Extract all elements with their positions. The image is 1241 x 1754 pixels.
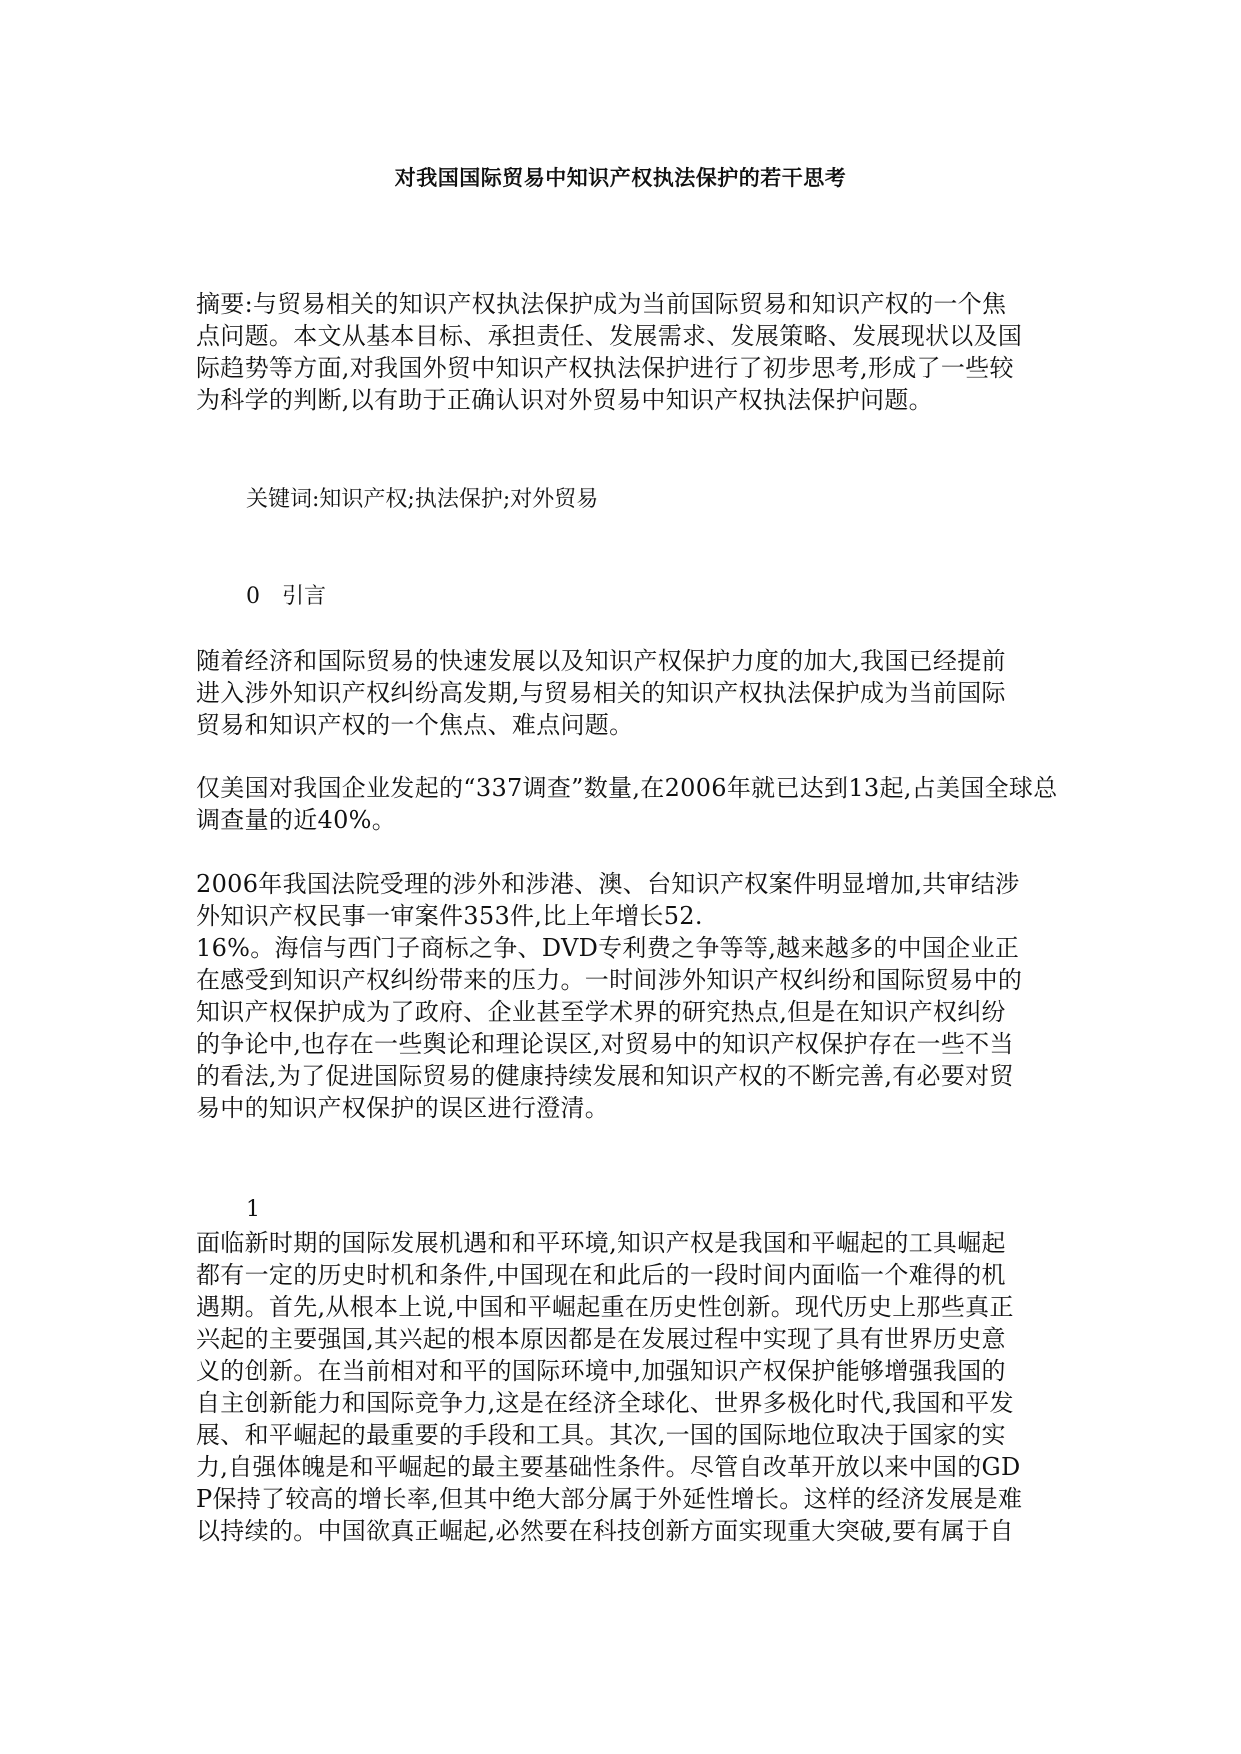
abstract-line: 摘要:与贸易相关的知识产权执法保护成为当前国际贸易和知识产权的一个焦 <box>196 290 1007 318</box>
paragraph-line: 易中的知识产权保护的误区进行澄清。 <box>196 1094 610 1122</box>
section-heading-0 <box>246 582 326 612</box>
paragraph-line: 兴起的主要强国,其兴起的根本原因都是在发展过程中实现了具有世界历史意 <box>196 1325 1006 1353</box>
paragraph-line: 知识产权保护成为了政府、企业甚至学术界的研究热点,但是在知识产权纠纷 <box>196 998 1006 1026</box>
section-number: 0 <box>246 584 260 609</box>
paragraph-line: 外知识产权民事一审案件353件,比上年增长52. <box>196 902 703 930</box>
paragraph-1 <box>196 645 1056 741</box>
paragraph-line: 随着经济和国际贸易的快速发展以及知识产权保护力度的加大,我国已经提前 <box>196 647 1006 675</box>
abstract-paragraph <box>196 288 1056 416</box>
section-heading-1 <box>246 1195 260 1225</box>
paragraph-line: 展、和平崛起的最重要的手段和工具。其次,一国的国际地位取决于国家的实 <box>196 1421 1006 1449</box>
paragraph-line: 遇期。首先,从根本上说,中国和平崛起重在历史性创新。现代历史上那些真正 <box>196 1293 1014 1321</box>
paragraph-line: 16%。海信与西门子商标之争、DVD专利费之争等等,越来越多的中国企业正 <box>196 934 1020 962</box>
paragraph-line: 面临新时期的国际发展机遇和和平环境,知识产权是我国和平崛起的工具崛起 <box>196 1229 1006 1257</box>
section-title: 引言 <box>282 584 327 609</box>
paragraph-line: 的争论中,也存在一些舆论和理论误区,对贸易中的知识产权保护存在一些不当 <box>196 1030 1014 1058</box>
paragraph-line: 进入涉外知识产权纠纷高发期,与贸易相关的知识产权执法保护成为当前国际 <box>196 679 1006 707</box>
document-title: 对我国国际贸易中知识产权执法保护的若干思考 <box>394 165 847 190</box>
paragraph-3 <box>196 868 1056 1124</box>
paragraph-line: 义的创新。在当前相对和平的国际环境中,加强知识产权保护能够增强我国的 <box>196 1357 1006 1385</box>
paragraph-2 <box>196 772 1056 836</box>
paragraph-4 <box>196 1227 1056 1547</box>
paragraph-line: 贸易和知识产权的一个焦点、难点问题。 <box>196 711 634 739</box>
abstract-line: 际趋势等方面,对我国外贸中知识产权执法保护进行了初步思考,形成了一些较 <box>196 354 1014 382</box>
paragraph-line: 自主创新能力和国际竞争力,这是在经济全球化、世界多极化时代,我国和平发 <box>196 1389 1014 1417</box>
paragraph-line: 仅美国对我国企业发起的“337调查”数量,在2006年就已达到13起,占美国全球总 <box>196 774 1058 802</box>
paragraph-line: 在感受到知识产权纠纷带来的压力。一时间涉外知识产权纠纷和国际贸易中的 <box>196 966 1023 994</box>
paragraph-line: 2006年我国法院受理的涉外和涉港、澳、台知识产权案件明显增加,共审结涉 <box>196 870 1020 898</box>
paragraph-line: 的看法,为了促进国际贸易的健康持续发展和知识产权的不断完善,有必要对贸 <box>196 1062 1014 1090</box>
abstract-line: 为科学的判断,以有助于正确认识对外贸易中知识产权执法保护问题。 <box>196 386 933 414</box>
paragraph-line: 都有一定的历史时机和条件,中国现在和此后的一段时间内面临一个难得的机 <box>196 1261 1006 1289</box>
paragraph-line: P保持了较高的增长率,但其中绝大部分属于外延性增长。这样的经济发展是难 <box>196 1485 1023 1513</box>
paragraph-line: 力,自强体魄是和平崛起的最主要基础性条件。尽管自改革开放以来中国的GD <box>196 1453 1021 1481</box>
paragraph-line: 以持续的。中国欲真正崛起,必然要在科技创新方面实现重大突破,要有属于自 <box>196 1517 1014 1545</box>
paragraph-line: 调查量的近40%。 <box>196 806 397 834</box>
section-number: 1 <box>246 1197 260 1222</box>
abstract-line: 点问题。本文从基本目标、承担责任、发展需求、发展策略、发展现状以及国 <box>196 322 1023 350</box>
keywords: 关键词:知识产权;执法保护;对外贸易 <box>246 487 599 512</box>
